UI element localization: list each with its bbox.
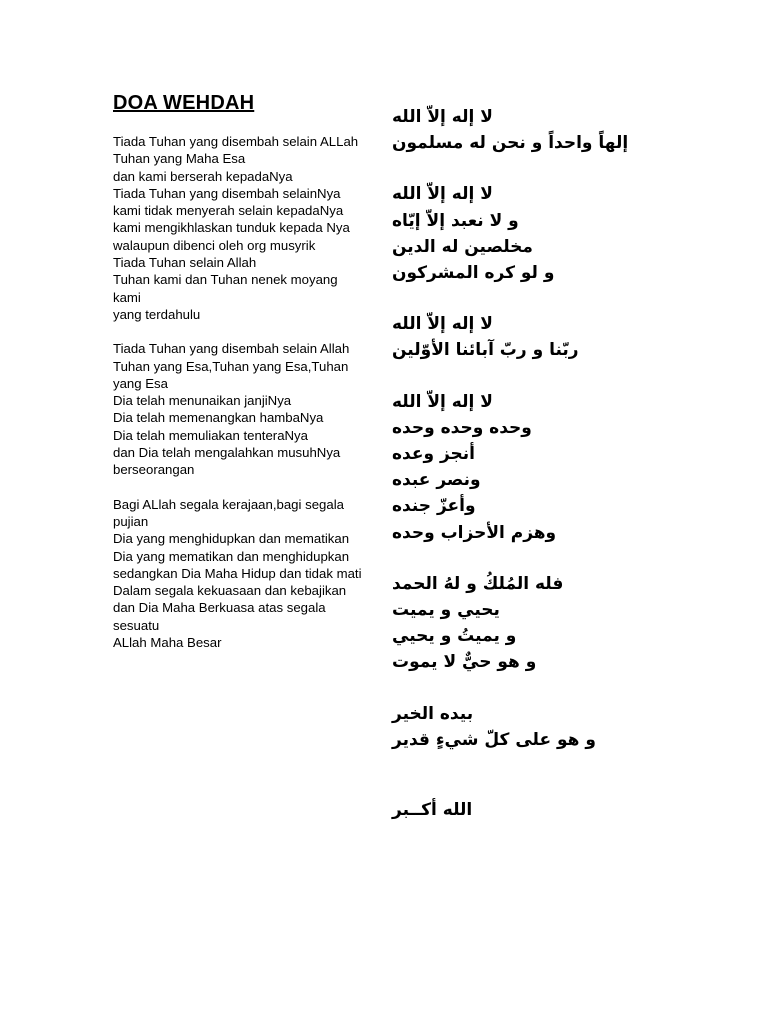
malay-line: Tiada Tuhan yang disembah selain ALLah (113, 134, 359, 149)
arabic-line: إلهاً واحداً و نحن له مسلمون (392, 133, 629, 154)
arabic-line: وهزم الأحزاب وحده (392, 522, 557, 543)
arabic-stanza (392, 104, 632, 156)
malay-line: Dia yang menghidupkan dan mematikan (113, 531, 350, 547)
malay-line: Tuhan yang Esa,Tuhan yang Esa,Tuhan yang Esa (113, 358, 349, 391)
arabic-line: لا إله إلاّ الله (392, 107, 493, 127)
arabic-stanza (392, 701, 632, 753)
malay-line: Dia telah memenangkan hambaNya (113, 410, 324, 426)
arabic-line: و يميتُ و يحيي (392, 626, 517, 647)
arabic-line: يحيي و يميت (392, 600, 500, 621)
malay-line: yang terdahulu (113, 306, 201, 322)
arabic-line: و لا نعبد إلاّ إيّاه (392, 210, 519, 231)
arabic-stanza (392, 181, 632, 286)
malay-line: sedangkan Dia Maha Hidup dan tidak mati (113, 565, 362, 581)
malay-line: kami tidak menyerah selain kepadaNya (113, 203, 344, 219)
arabic-stanza (392, 797, 632, 823)
arabic-line: بيده الخير (392, 703, 474, 724)
malay-line: Tiada Tuhan yang disembah selainNya (113, 185, 341, 201)
arabic-line: وأعزّ جنده (392, 496, 476, 517)
arabic-stanza (392, 571, 632, 676)
arabic-line: ربّنا و ربّ آبائنا الأوّلين (392, 340, 579, 361)
malay-line: Tiada Tuhan yang disembah selain Allah (113, 341, 350, 357)
arabic-line: أنجز وعده (392, 444, 475, 465)
malay-stanza (113, 496, 363, 652)
arabic-line: لا إله إلاّ الله (392, 391, 493, 412)
arabic-stanza (392, 311, 632, 363)
malay-line: Bagi ALlah segala kerajaan,bagi segala pujian (113, 496, 344, 529)
malay-line: walaupun dibenci oleh org musyrik (113, 237, 316, 253)
malay-line: dan Dia Maha Berkuasa atas segala sesuatu (113, 600, 326, 633)
malay-line: dan kami berserah kepadaNya (113, 168, 293, 184)
arabic-stanza (392, 389, 632, 546)
malay-line: Tuhan kami dan Tuhan nenek moyang kami (113, 272, 338, 305)
malay-line: Dia telah memuliakan tenteraNya (113, 427, 308, 443)
malay-line: ALlah Maha Besar (113, 635, 222, 651)
malay-line: kami mengikhlaskan tunduk kepada Nya (113, 220, 350, 236)
arabic-line: وحده وحده وحده (392, 417, 532, 438)
document-title: DOA WEHDAH (113, 92, 255, 114)
arabic-line: و هو على كلّ شيءٍ قدير (392, 729, 596, 750)
malay-line: Dalam segala kekuasaan dan kebajikan (113, 583, 347, 599)
malay-line: Dia telah menunaikan janjiNya (113, 393, 292, 409)
arabic-line: فله المُلكُ و لهُ الحمد (392, 573, 564, 594)
arabic-line: مخلصين له الدين (392, 236, 533, 257)
arabic-text-column (392, 104, 632, 848)
malay-stanza (113, 340, 363, 478)
arabic-line: و هو حيٌّ لا يموت (392, 652, 537, 673)
malay-line: Dia yang mematikan dan menghidupkan (113, 548, 350, 564)
arabic-line: الله أكــبر (392, 800, 473, 821)
arabic-line: لا إله إلاّ الله (392, 184, 493, 205)
arabic-line: لا إله إلاّ الله (392, 314, 493, 335)
malay-translation-column (113, 133, 363, 668)
malay-line: dan Dia telah mengalahkan musuhNya berseorangan (113, 445, 341, 478)
arabic-line: ونصر عبده (392, 470, 481, 491)
malay-line: Tuhan yang Maha Esa (113, 151, 246, 167)
malay-line: Tiada Tuhan selain Allah (113, 255, 257, 271)
malay-stanza (113, 133, 363, 323)
arabic-line: و لو كره المشركون (392, 263, 555, 284)
